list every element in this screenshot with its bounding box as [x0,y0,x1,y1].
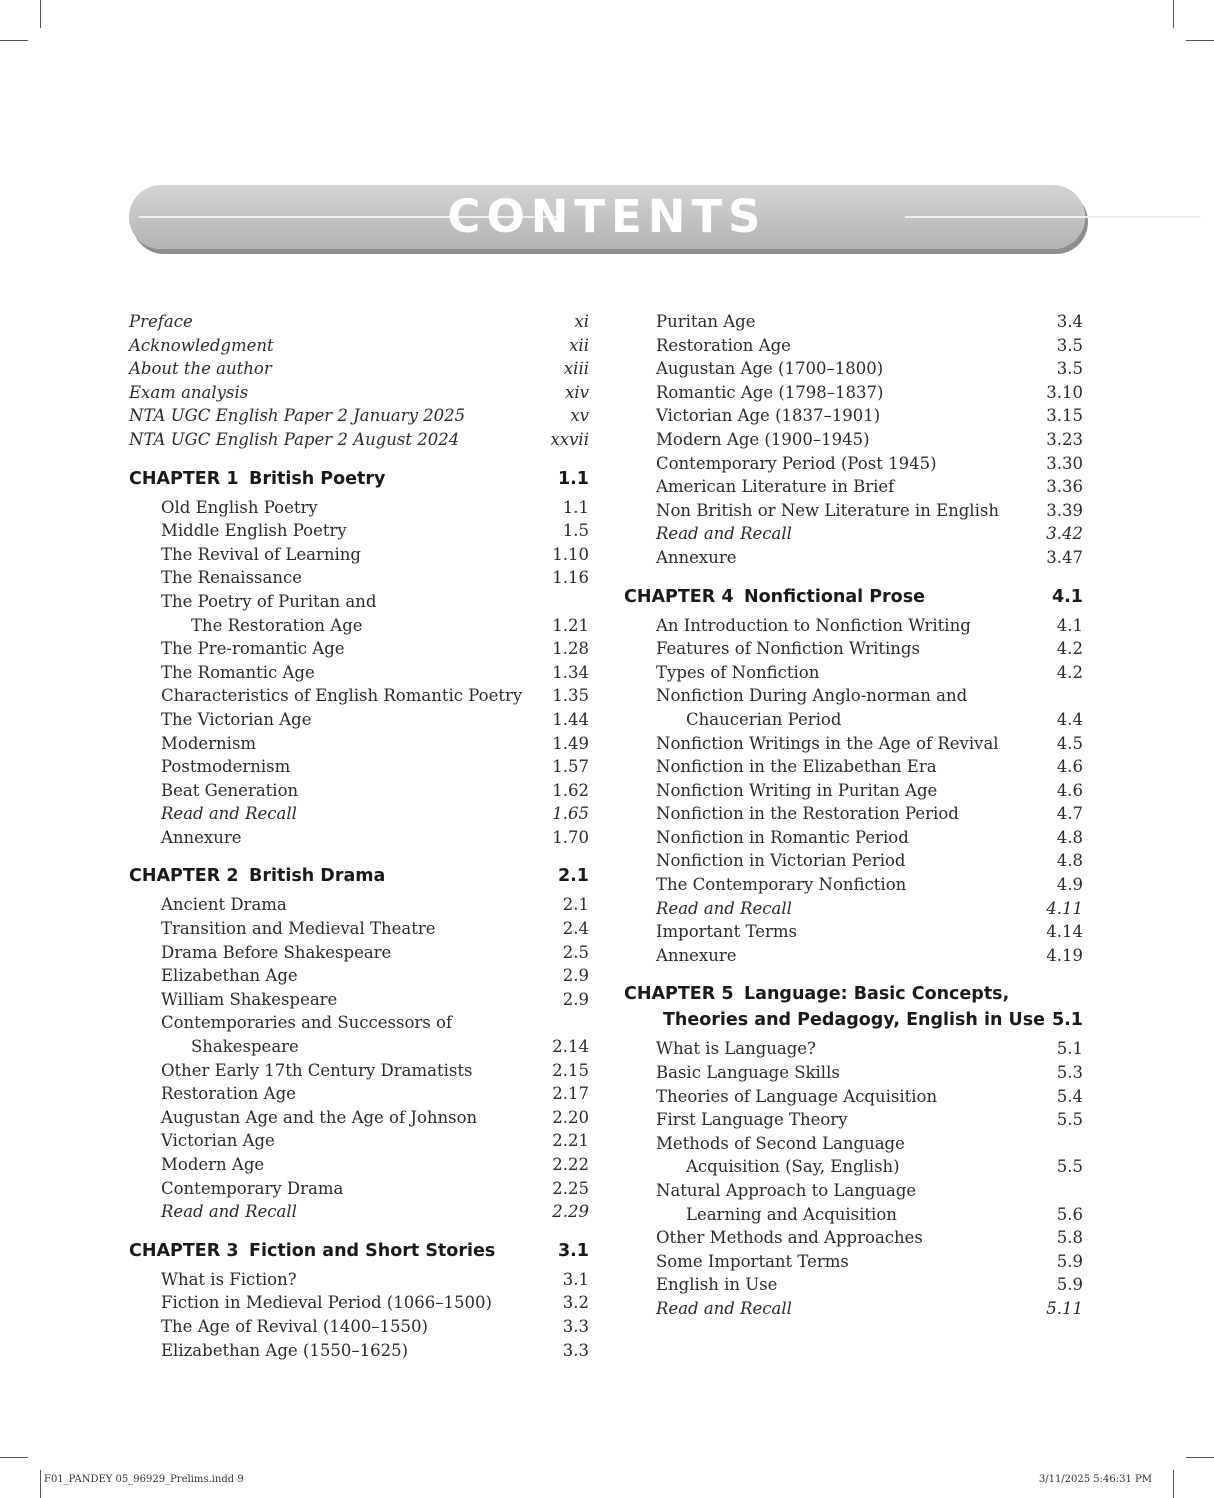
contents-banner [129,185,1085,249]
chapter-heading[interactable]: CHAPTER 4 Nonfictional Prose 4.1 [624,586,1083,607]
toc-entry[interactable]: Beat Generation 1.62 [161,780,589,800]
toc-entry[interactable]: Modern Age (1900–1945) 3.23 [656,429,1083,449]
toc-entry[interactable]: Important Terms 4.14 [656,922,1083,942]
toc-entry[interactable]: Exam analysis xiv [129,382,589,402]
chapter-heading[interactable]: CHAPTER 5 Language: Basic Concepts, Theories and Pedagogy, English in Use 5.1 [624,984,1083,1031]
toc-entry[interactable]: Nonfiction in Romantic Period 4.8 [656,827,1083,847]
toc-entry[interactable]: Nonfiction in the Elizabethan Era 4.6 [656,757,1083,777]
toc-entry[interactable]: Theories of Language Acquisition 5.4 [656,1086,1083,1106]
toc-entry[interactable]: Fiction in Medieval Period (1066–1500) 3.2 [161,1293,589,1313]
chapter-heading[interactable]: CHAPTER 2 British Drama 2.1 [129,866,589,887]
toc-entry[interactable]: Acknowledgment xii [129,335,589,355]
toc-entry[interactable]: Chaucerian Period 4.4 [686,709,1083,729]
toc-entry[interactable]: Victorian Age 2.21 [161,1131,589,1151]
toc-entry[interactable]: Nonfiction in the Restoration Period 4.7 [656,804,1083,824]
toc-right-column [624,310,1083,1321]
toc-entry[interactable]: The Poetry of Puritan and [161,591,377,611]
toc-entry[interactable]: Read and Recall 5.11 [656,1298,1083,1318]
crop-mark [0,40,28,41]
toc-entry[interactable]: Read and Recall 2.29 [161,1202,589,1222]
toc-entry[interactable]: Elizabethan Age 2.9 [161,966,589,986]
toc-entry[interactable]: Some Important Terms 5.9 [656,1251,1083,1271]
toc-entry[interactable]: The Renaissance 1.16 [161,568,589,588]
chapter-heading[interactable]: CHAPTER 1 British Poetry 1.1 [129,468,589,489]
footer-file: F01_PANDEY 05_96929_Prelims.indd 9 [44,1474,244,1485]
toc-entry[interactable]: Ancient Drama 2.1 [161,895,589,915]
toc-entry[interactable]: Contemporary Drama 2.25 [161,1178,589,1198]
toc-entry[interactable]: Other Methods and Approaches 5.8 [656,1228,1083,1248]
crop-mark [1173,1470,1174,1498]
toc-entry[interactable]: Methods of Second Language [656,1133,905,1153]
toc-entry[interactable]: Romantic Age (1798–1837) 3.10 [656,382,1083,402]
toc-entry[interactable]: An Introduction to Nonfiction Writing 4.1 [656,615,1083,635]
toc-entry[interactable]: The Age of Revival (1400–1550) 3.3 [161,1316,589,1336]
chapter-heading[interactable]: CHAPTER 3 Fiction and Short Stories 3.1 [129,1240,589,1261]
toc-entry[interactable]: Preface xi [129,312,589,331]
toc-entry[interactable]: Natural Approach to Language [656,1181,917,1200]
page-title: CONTENTS [447,190,767,243]
toc-entry[interactable]: Characteristics of English Romantic Poetry 1.35 [161,686,589,706]
toc-entry[interactable]: The Pre-romantic Age 1.28 [161,639,589,659]
toc-entry[interactable]: The Victorian Age 1.44 [161,709,589,729]
toc-entry[interactable]: Drama Before Shakespeare 2.5 [161,942,589,962]
toc-entry[interactable]: Puritan Age 3.4 [656,312,1083,331]
toc-entry[interactable]: American Literature in Brief 3.36 [656,477,1083,497]
toc-entry[interactable]: Types of Nonfiction 4.2 [656,662,1083,682]
toc-entry[interactable]: Modernism 1.49 [161,733,589,753]
toc-entry[interactable]: Read and Recall 1.65 [161,804,589,824]
toc-entry[interactable]: Contemporary Period (Post 1945) 3.30 [656,453,1083,473]
crop-mark [0,1457,28,1458]
toc-entry[interactable]: Non British or New Literature in English 3.39 [656,500,1083,520]
toc-entry[interactable]: First Language Theory 5.5 [656,1110,1083,1130]
toc-entry[interactable]: Nonfiction Writings in the Age of Revival 4.5 [656,733,1083,753]
crop-mark [1186,1457,1214,1458]
toc-entry[interactable]: The Contemporary Nonfiction 4.9 [656,875,1083,895]
toc-entry[interactable]: NTA UGC English Paper 2 January 2025 xv [129,406,589,426]
toc-entry[interactable]: Learning and Acquisition 5.6 [686,1204,1083,1224]
toc-entry[interactable]: Transition and Medieval Theatre 2.4 [161,919,589,939]
toc-entry[interactable]: Basic Language Skills 5.3 [656,1063,1083,1083]
toc-entry[interactable]: The Revival of Learning 1.10 [161,544,589,564]
toc-entry[interactable]: Elizabethan Age (1550–1625) 3.3 [161,1340,589,1360]
toc-entry[interactable]: Nonfiction in Victorian Period 4.8 [656,851,1083,871]
toc-entry[interactable]: Modern Age 2.22 [161,1155,589,1174]
toc-entry[interactable]: Read and Recall 4.11 [656,898,1083,918]
toc-entry[interactable]: Restoration Age 3.5 [656,335,1083,355]
crop-mark [1186,40,1214,41]
toc-entry[interactable]: About the author xiii [129,359,589,379]
crop-mark [40,0,41,28]
toc-entry[interactable]: Annexure 1.70 [161,827,589,847]
toc-entry[interactable]: Features of Nonfiction Writings 4.2 [656,639,1083,659]
toc-entry[interactable]: Shakespeare 2.14 [191,1037,589,1057]
toc-entry[interactable]: Augustan Age (1700–1800) 3.5 [656,359,1083,379]
toc-entry[interactable]: Augustan Age and the Age of Johnson 2.20 [161,1107,589,1127]
toc-entry[interactable]: Annexure 3.47 [656,547,1083,567]
toc-entry[interactable]: Nonfiction Writing in Puritan Age 4.6 [656,780,1083,800]
toc-entry[interactable]: What is Fiction? 3.1 [161,1269,589,1289]
toc-entry[interactable]: What is Language? 5.1 [656,1039,1083,1059]
toc-entry[interactable]: Restoration Age 2.17 [161,1084,589,1104]
toc-entry[interactable]: Read and Recall 3.42 [656,524,1083,544]
toc-entry[interactable]: Postmodernism 1.57 [161,757,589,777]
toc-entry[interactable]: Annexure 4.19 [656,945,1083,965]
toc-entry[interactable]: The Romantic Age 1.34 [161,662,589,682]
toc-entry[interactable]: Middle English Poetry 1.5 [161,521,589,541]
toc-entry[interactable]: Contemporaries and Successors of [161,1013,453,1033]
crop-mark [40,1470,41,1498]
toc-entry[interactable]: Victorian Age (1837–1901) 3.15 [656,406,1083,426]
toc-entry[interactable]: Acquisition (Say, English) 5.5 [686,1157,1083,1177]
toc-entry[interactable]: English in Use 5.9 [656,1275,1083,1295]
toc-entry[interactable]: Old English Poetry 1.1 [161,497,589,517]
toc-entry[interactable]: William Shakespeare 2.9 [161,989,589,1009]
toc-entry[interactable]: The Restoration Age 1.21 [191,615,589,635]
toc-entry[interactable]: Nonfiction During Anglo-norman and [656,686,968,706]
footer-timestamp: 3/11/2025 5:46:31 PM [1038,1474,1152,1485]
toc-left-column [129,310,589,1362]
crop-mark [1173,0,1174,28]
toc-entry[interactable]: NTA UGC English Paper 2 August 2024 xxvii [129,429,589,449]
toc-entry[interactable]: Other Early 17th Century Dramatists 2.15 [161,1060,589,1080]
